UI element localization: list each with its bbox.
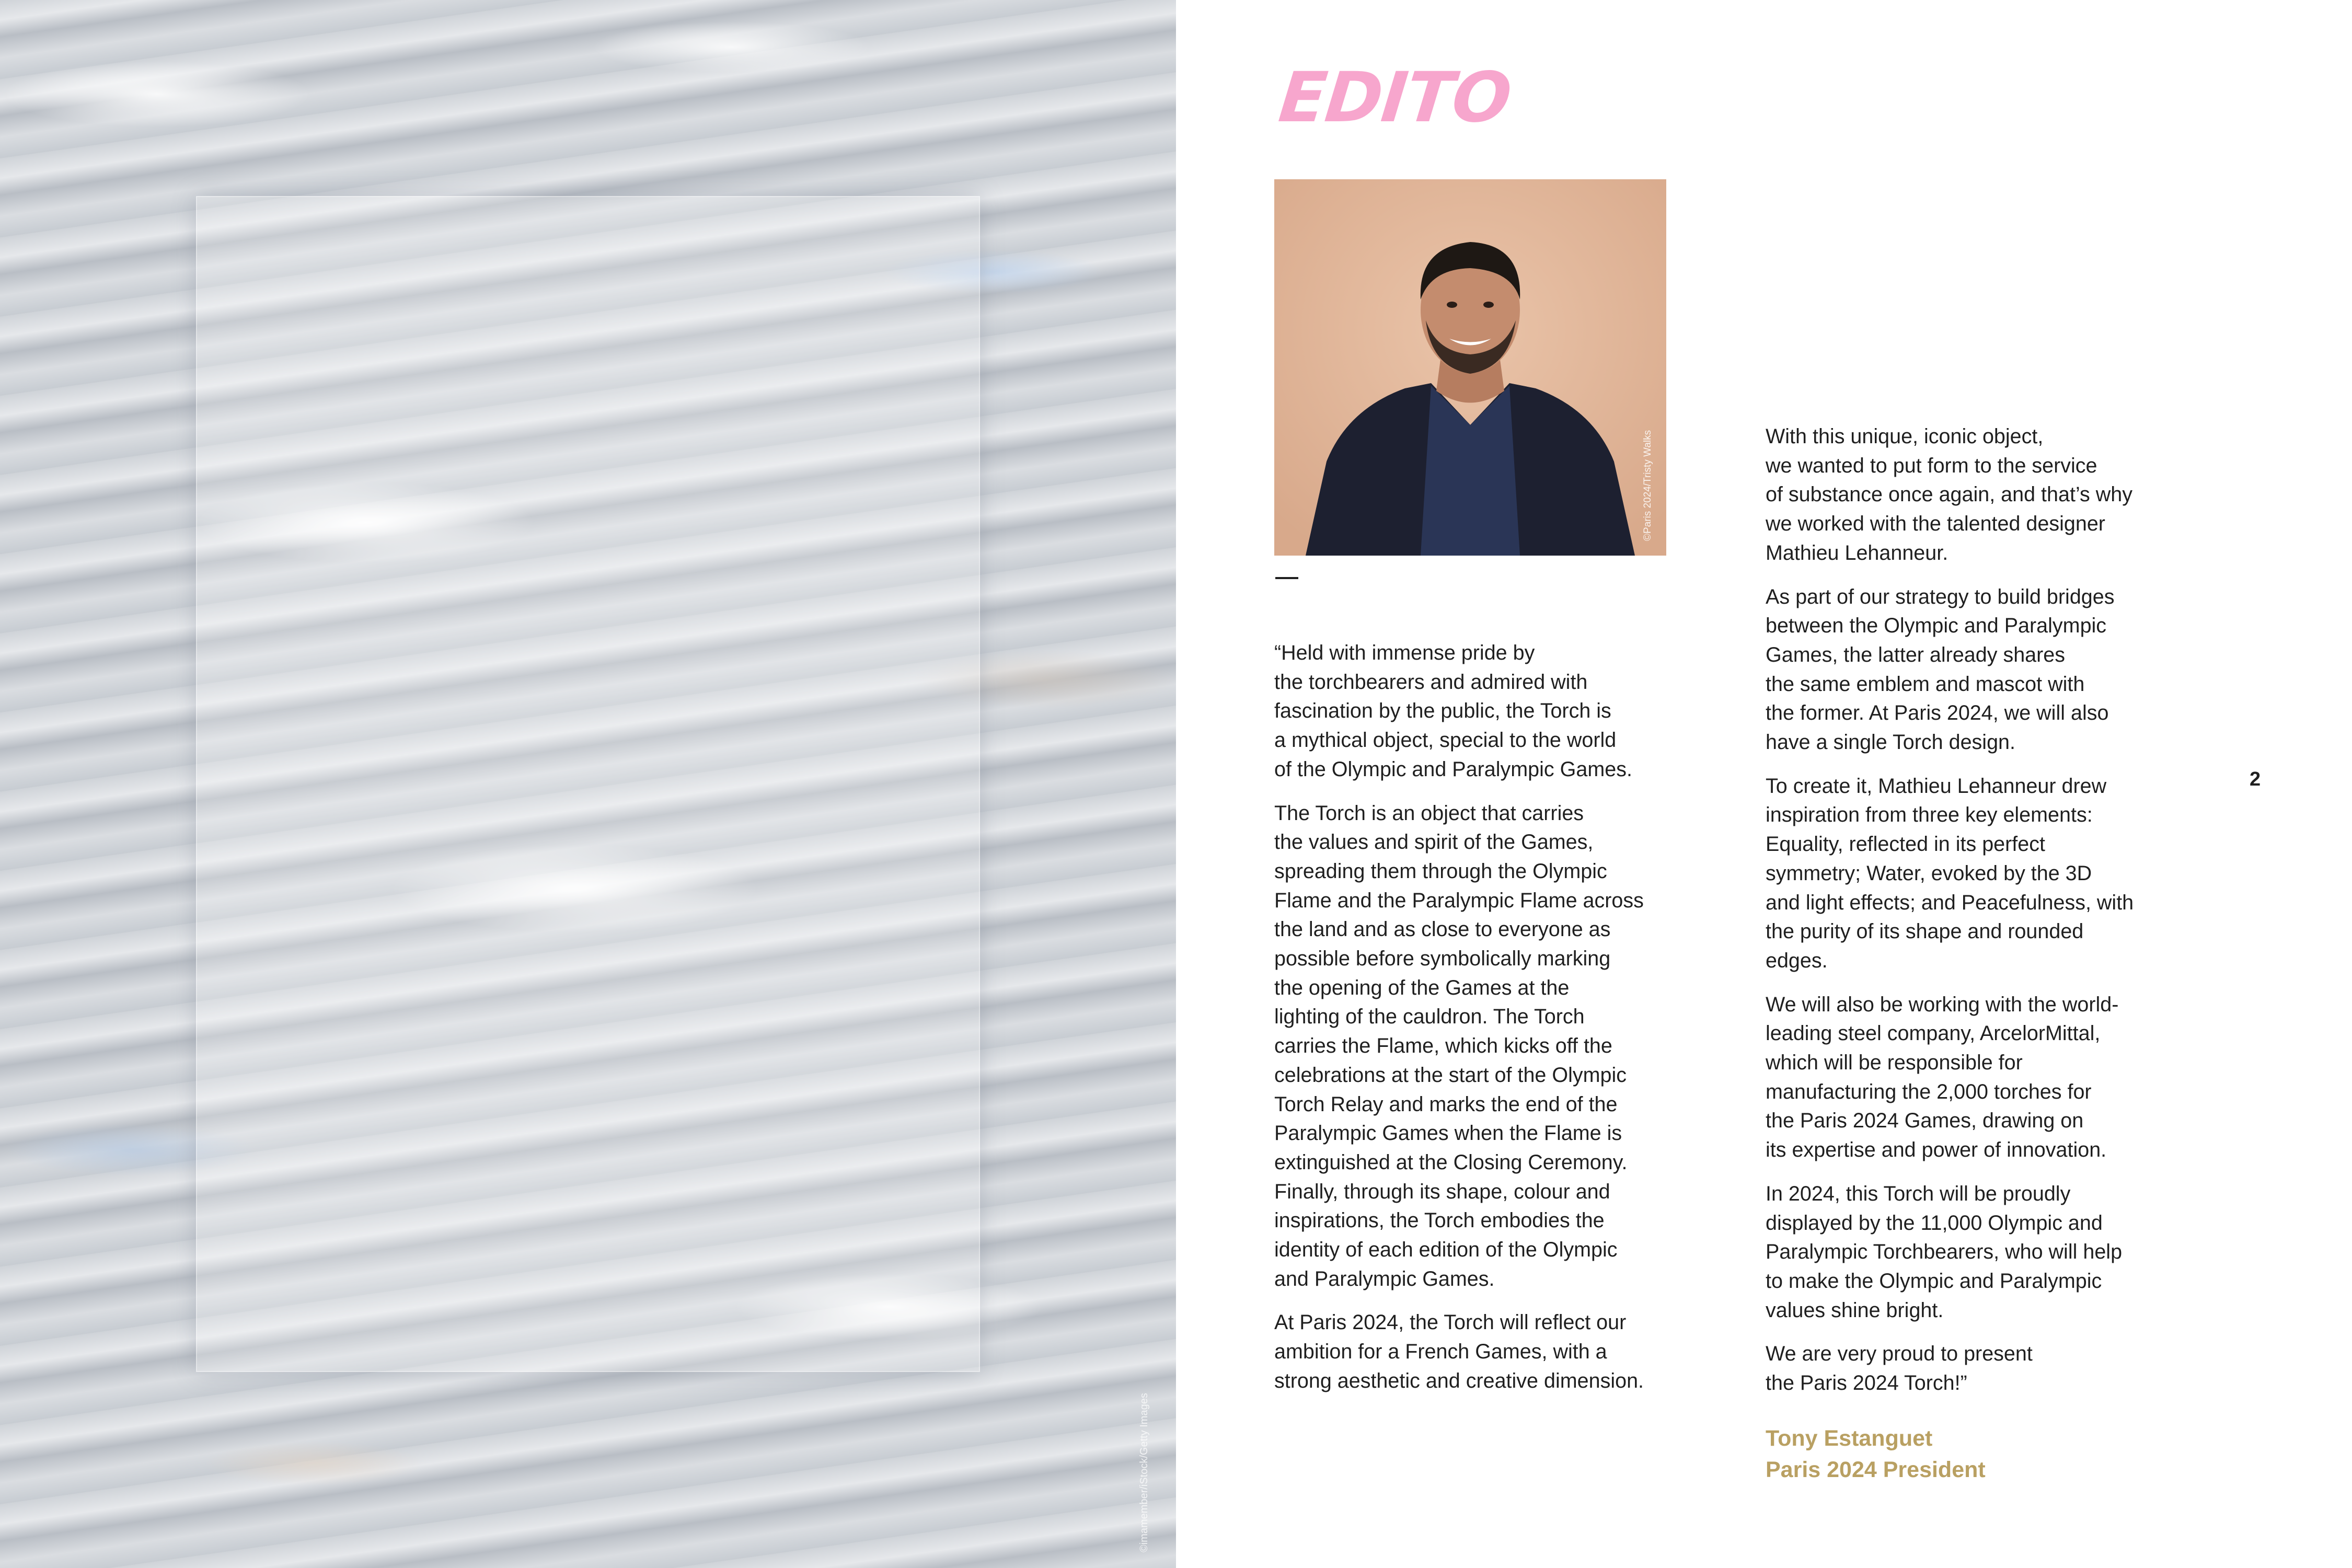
paragraph: To create it, Mathieu Lehanneur drew inspiration from three key elements: Equality, reflected in its perfect symmetry; Water, evoked by the 3D and light effects; and Peacefulness, with the purity of its shape and rounded edges.	[1766, 774, 2134, 972]
image-credit: ©imamember/iStock/Getty Images	[1138, 1393, 1150, 1552]
paragraph: With this unique, iconic object, we wanted to put form to the service of substance once again, and that’s why we worked with the talented designer Mathieu Lehanneur.	[1766, 425, 2132, 564]
page-number: 2	[2250, 768, 2261, 790]
paragraph: We will also be working with the world- leading steel company, ArcelorMittal, which will be responsible for manufacturing the 2,000 torches for the Paris 2024 Games, drawing on its expertise and power of innovation.	[1766, 993, 2119, 1162]
em-dash-divider	[1275, 577, 1298, 579]
paragraph: At Paris 2024, the Torch will reflect our ambition for a French Games, with a strong aesthetic and creative dimension.	[1274, 1311, 1644, 1392]
text-column-left	[1274, 639, 1692, 1411]
signature-role: Paris 2024 President	[1766, 1457, 1986, 1482]
paragraph: “Held with immense pride by the torchbearers and admired with fascination by the public, the Torch is a mythical object, special to the world of the Olympic and Paralympic Games.	[1274, 641, 1632, 781]
portrait-photo	[1274, 179, 1666, 556]
paragraph: The Torch is an object that carries the values and spirit of the Games, spreading them through the Olympic Flame and the Paralympic Flame across the land and as close to everyone as possible before symbolically marking the opening of the Games at the lighting of the cauldron. The Torch carries the Flame, which kicks off the celebrations at the start of the Olympic Torch Relay and marks the end of the Paralympic Games when the Flame is extinguished at the Closing Ceremony. Finally, through its shape, colour and inspirations, the Torch embodies the identity of each edition of the Olympic and Paralympic Games.	[1274, 801, 1644, 1290]
water-frame-overlay	[196, 196, 980, 1372]
paragraph: As part of our strategy to build bridges between the Olympic and Paralympic Games, the latter already shares the same emblem and mascot with the former. At Paris 2024, we will also have a single Torch design.	[1766, 585, 2115, 754]
signature-block	[1766, 1423, 1986, 1485]
paragraph: We are very proud to present the Paris 2024 Torch!”	[1766, 1342, 2033, 1395]
signature-name: Tony Estanguet	[1766, 1426, 1933, 1451]
text-column-right	[1766, 422, 2184, 1413]
paragraph: In 2024, this Torch will be proudly displayed by the 11,000 Olympic and Paralympic Torchbearers, who will help to make the Olympic and Paralympic values shine bright.	[1766, 1182, 2123, 1322]
page-title: EDITO	[1275, 57, 1515, 138]
photo-credit: ©Paris 2024/Tristy Walks	[1642, 430, 1653, 541]
